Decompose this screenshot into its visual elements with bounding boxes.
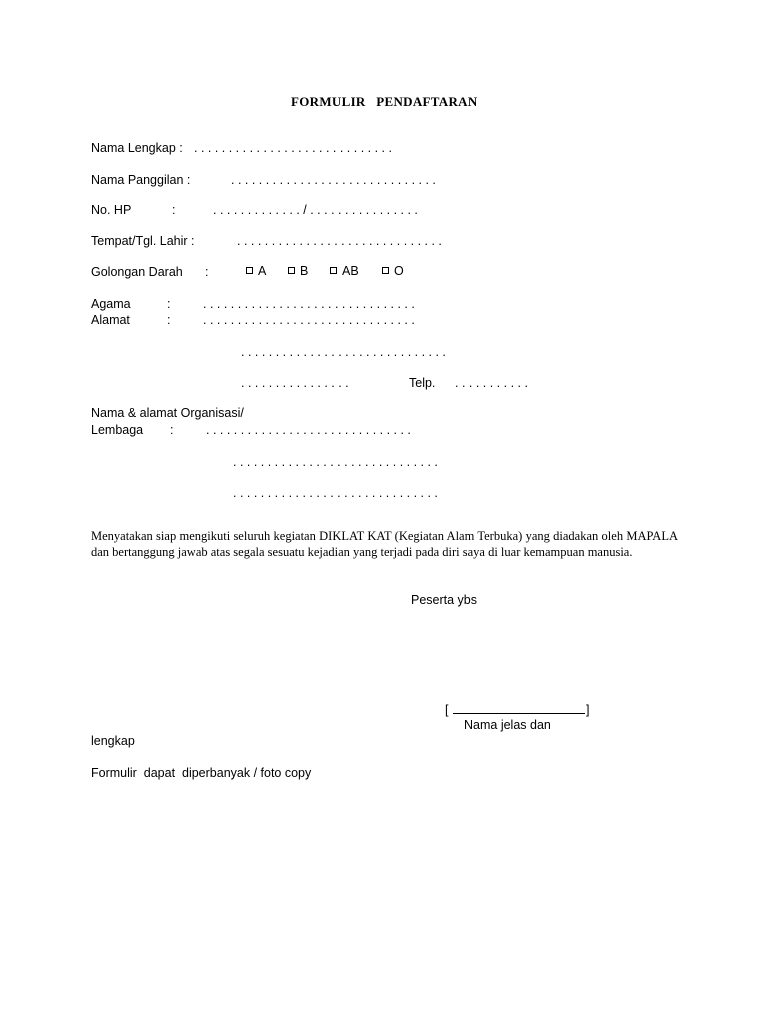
open-bracket: [ xyxy=(445,703,449,717)
blood-type-a-label: A xyxy=(258,264,267,278)
signature-underline xyxy=(453,703,585,714)
organisasi-colon: : xyxy=(170,423,174,437)
telp-label: Telp. xyxy=(409,376,436,390)
organisasi-label-line2: Lembaga xyxy=(91,423,144,437)
blood-type-b-label: B xyxy=(300,264,309,278)
blood-type-option-a[interactable] xyxy=(246,264,266,278)
no-hp-colon: : xyxy=(172,203,176,217)
blood-type-option-o[interactable] xyxy=(382,264,404,278)
checkbox-icon[interactable] xyxy=(330,267,337,274)
alamat-field-line2: . . . . . . . . . . . . . . . . . . . . . . . . . . . . . . xyxy=(241,345,446,359)
organisasi-field-line2: . . . . . . . . . . . . . . . . . . . . . . . . . . . . . . xyxy=(233,455,438,469)
organisasi-field-line3: . . . . . . . . . . . . . . . . . . . . . . . . . . . . . . xyxy=(233,486,438,500)
organisasi-label-line1: Nama & alamat Organisasi/ xyxy=(91,406,244,420)
alamat-label: Alamat xyxy=(91,313,130,327)
form-title: FORMULIR PENDAFTARAN xyxy=(291,94,478,109)
blood-type-o-label: O xyxy=(394,264,404,278)
agama-colon: : xyxy=(167,297,171,311)
alamat-field: . . . . . . . . . . . . . . . . . . . . . . . . . . . . . . . xyxy=(203,313,415,327)
nama-lengkap-label: Nama Lengkap : xyxy=(91,141,183,155)
signature-line xyxy=(445,703,589,717)
signature-caption-line1: Nama jelas dan xyxy=(464,718,551,732)
tempat-tgl-lahir-label: Tempat/Tgl. Lahir : xyxy=(91,234,195,248)
alamat-colon: : xyxy=(167,313,171,327)
organisasi-field: . . . . . . . . . . . . . . . . . . . . . . . . . . . . . . xyxy=(206,423,411,437)
tempat-tgl-lahir-field: . . . . . . . . . . . . . . . . . . . . . . . . . . . . . . xyxy=(237,234,442,248)
no-hp-label: No. HP xyxy=(91,203,132,217)
peserta-label: Peserta ybs xyxy=(411,593,478,607)
signature-caption-line2: lengkap xyxy=(91,734,135,748)
blood-type-ab-label: AB xyxy=(342,264,359,278)
alamat-field-line3: . . . . . . . . . . . . . . . . xyxy=(241,376,349,390)
nama-panggilan-field: . . . . . . . . . . . . . . . . . . . . . . . . . . . . . . xyxy=(231,173,436,187)
blood-type-option-ab[interactable] xyxy=(330,264,359,278)
no-hp-field: . . . . . . . . . . . . . / . . . . . . . . . . . . . . . . xyxy=(213,203,418,217)
agama-field: . . . . . . . . . . . . . . . . . . . . . . . . . . . . . . . xyxy=(203,297,415,311)
checkbox-icon[interactable] xyxy=(382,267,389,274)
golongan-darah-colon: : xyxy=(205,265,209,279)
checkbox-icon[interactable] xyxy=(288,267,295,274)
checkbox-icon[interactable] xyxy=(246,267,253,274)
close-bracket: ] xyxy=(585,703,590,717)
blood-type-option-b[interactable] xyxy=(288,264,308,278)
telp-field: . . . . . . . . . . . xyxy=(455,376,528,390)
golongan-darah-label: Golongan Darah xyxy=(91,265,183,279)
nama-lengkap-field: . . . . . . . . . . . . . . . . . . . . . . . . . . . . . xyxy=(194,141,392,155)
agama-label: Agama xyxy=(91,297,131,311)
footer-note: Formulir dapat diperbanyak / foto copy xyxy=(91,766,312,780)
nama-panggilan-label: Nama Panggilan : xyxy=(91,173,191,187)
declaration-statement: Menyatakan siap mengikuti seluruh kegiatan DIKLAT KAT (Kegiatan Alam Terbuka) yang diadakan oleh MAPALA dan bertanggung jawab atas segala sesuatu kejadian yang terjadi pada diri saya di luar kemampuan manusia. xyxy=(91,529,678,559)
